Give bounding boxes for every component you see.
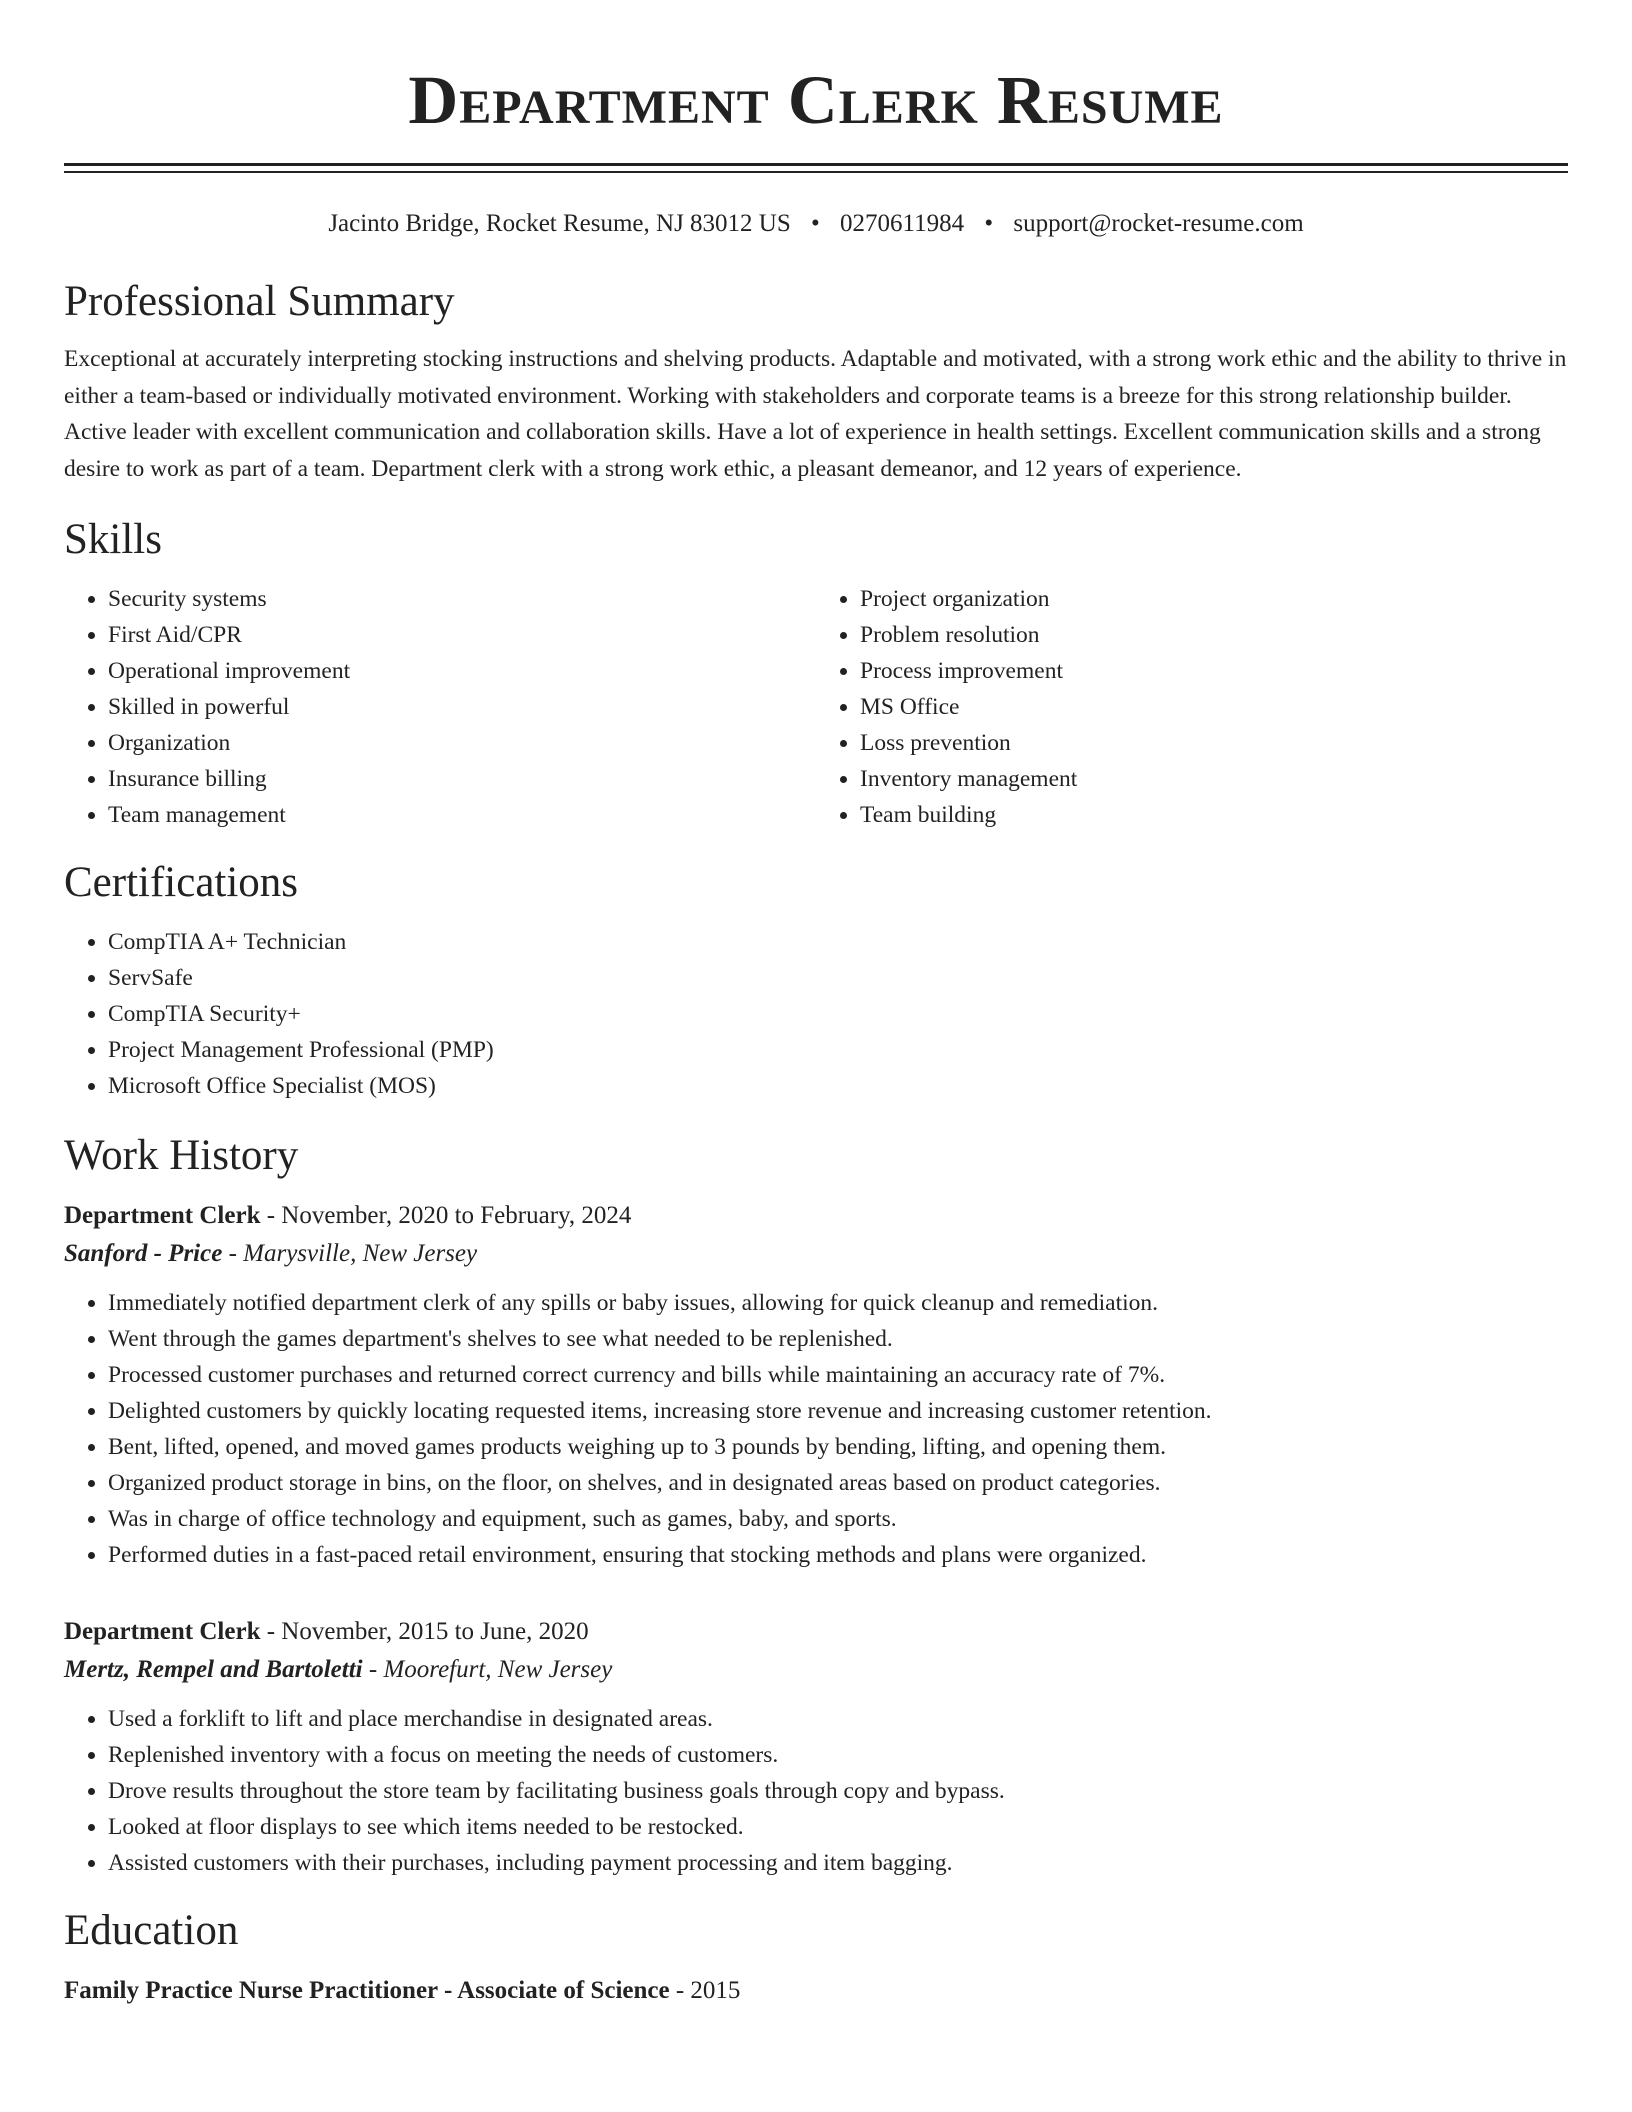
job-bullet: • Immediately notified department clerk of any spills or baby issues, allowing for quick cleanup and remediation. bbox=[108, 1285, 1568, 1321]
job-employer-line bbox=[64, 1235, 1568, 1273]
job-bullet: • Drove results throughout the store team by facilitating business goals through copy and bypass. bbox=[108, 1773, 1568, 1809]
education-year: - 2015 bbox=[669, 1977, 741, 2004]
job-bullet: • Bent, lifted, opened, and moved games products weighing up to 3 pounds by bending, lifting, and opening them. bbox=[108, 1429, 1568, 1465]
skill-item: • First Aid/CPR bbox=[108, 617, 816, 653]
certifications-heading: Certifications bbox=[64, 859, 299, 906]
contact-address: Jacinto Bridge, Rocket Resume, NJ 83012 US bbox=[328, 210, 791, 237]
certification-item: • Project Management Professional (PMP) bbox=[108, 1032, 1568, 1068]
skills-list-right bbox=[816, 581, 1568, 833]
certifications-section bbox=[64, 858, 1568, 1104]
job-bullet: • Went through the games department's shelves to see what needed to be replenished. bbox=[108, 1321, 1568, 1357]
work-history-heading: Work History bbox=[64, 1132, 299, 1179]
education-heading: Education bbox=[64, 1907, 239, 1954]
job-bullet: • Processed customer purchases and returned correct currency and bills while maintaining an accuracy rate of 7%. bbox=[108, 1357, 1568, 1393]
skill-item: • Skilled in powerful bbox=[108, 689, 816, 725]
job-header bbox=[64, 1613, 1568, 1651]
skill-item: • Inventory management bbox=[860, 761, 1568, 797]
education-degree: Family Practice Nurse Practitioner - Associate of Science bbox=[64, 1977, 670, 2004]
summary-heading: Professional Summary bbox=[64, 278, 455, 325]
contact-separator: • bbox=[811, 210, 820, 237]
certification-item: • ServSafe bbox=[108, 960, 1568, 996]
summary-section bbox=[64, 277, 1568, 487]
skill-item: • Organization bbox=[108, 725, 816, 761]
job-company: Mertz, Rempel and Bartoletti bbox=[64, 1656, 363, 1683]
job-title: Department Clerk bbox=[64, 1202, 261, 1229]
education-entry bbox=[64, 1972, 1568, 2010]
summary-text: Exceptional at accurately interpreting stocking instructions and shelving products. Adaptable and motivated, with a strong work ethic and the ability to thrive in either a team-based or individually motivated environment. Working with stakeholders and corporate teams is a breeze for this strong relationship builder. Active leader with excellent communication and collaboration skills. Have a lot of experience in health settings. Excellent communication skills and a strong desire to work as part of a team. Department clerk with a strong work ethic, a pleasant demeanor, and 12 years of experience. bbox=[64, 346, 1567, 482]
skill-item: • Process improvement bbox=[860, 653, 1568, 689]
job-location: - Moorefurt, New Jersey bbox=[362, 1656, 613, 1683]
skill-item: • Loss prevention bbox=[860, 725, 1568, 761]
job-bullet: • Assisted customers with their purchases, including payment processing and item bagging. bbox=[108, 1845, 1568, 1881]
skill-item: • Problem resolution bbox=[860, 617, 1568, 653]
skills-list-left bbox=[64, 581, 816, 833]
certification-item: • CompTIA Security+ bbox=[108, 996, 1568, 1032]
skill-item: • Operational improvement bbox=[108, 653, 816, 689]
job-title: Department Clerk bbox=[64, 1618, 261, 1645]
certification-item: • CompTIA A+ Technician bbox=[108, 924, 1568, 960]
job-dates: - November, 2020 to February, 2024 bbox=[260, 1202, 632, 1229]
skill-item: • Insurance billing bbox=[108, 761, 816, 797]
certification-item: • Microsoft Office Specialist (MOS) bbox=[108, 1068, 1568, 1104]
skill-item: • Team management bbox=[108, 797, 816, 833]
contact-email: support@rocket-resume.com bbox=[1013, 210, 1304, 237]
contact-phone: 0270611984 bbox=[840, 210, 965, 237]
job-dates: - November, 2015 to June, 2020 bbox=[260, 1618, 589, 1645]
skill-item: • Security systems bbox=[108, 581, 816, 617]
contact-separator: • bbox=[984, 210, 994, 237]
work-history-section bbox=[64, 1131, 1568, 1881]
job-header bbox=[64, 1197, 1568, 1235]
job-company: Sanford - Price bbox=[64, 1240, 223, 1267]
contact-line bbox=[64, 209, 1568, 239]
job-employer-line bbox=[64, 1651, 1568, 1689]
job-bullets bbox=[64, 1701, 1568, 1881]
skill-item: • Team building bbox=[860, 797, 1568, 833]
job-bullet: • Used a forklift to lift and place merchandise in designated areas. bbox=[108, 1701, 1568, 1737]
job-location: - Marysville, New Jersey bbox=[222, 1240, 478, 1267]
job-bullet: • Delighted customers by quickly locating requested items, increasing store revenue and increasing customer retention. bbox=[108, 1393, 1568, 1429]
job-bullet: • Looked at floor displays to see which items needed to be restocked. bbox=[108, 1809, 1568, 1845]
job-bullets bbox=[64, 1285, 1568, 1573]
skill-item: • Project organization bbox=[860, 581, 1568, 617]
skill-item: • MS Office bbox=[860, 689, 1568, 725]
job-bullet: • Performed duties in a fast-paced retail environment, ensuring that stocking methods and plans were organized. bbox=[108, 1537, 1568, 1573]
job-bullet: • Was in charge of office technology and equipment, such as games, baby, and sports. bbox=[108, 1501, 1568, 1537]
job-bullet: • Organized product storage in bins, on the floor, on shelves, and in designated areas based on product categories. bbox=[108, 1465, 1568, 1501]
header-divider-thick bbox=[64, 163, 1568, 166]
skills-columns bbox=[64, 581, 1568, 833]
education-section bbox=[64, 1906, 1568, 2010]
job-entry bbox=[64, 1613, 1568, 1881]
skills-heading: Skills bbox=[64, 516, 162, 563]
header-divider-thin bbox=[64, 171, 1568, 173]
skills-section bbox=[64, 515, 1568, 833]
job-entry bbox=[64, 1197, 1568, 1573]
page-title: Department Clerk Resume bbox=[408, 62, 1224, 138]
certifications-list bbox=[64, 924, 1568, 1104]
job-bullet: • Replenished inventory with a focus on meeting the needs of customers. bbox=[108, 1737, 1568, 1773]
